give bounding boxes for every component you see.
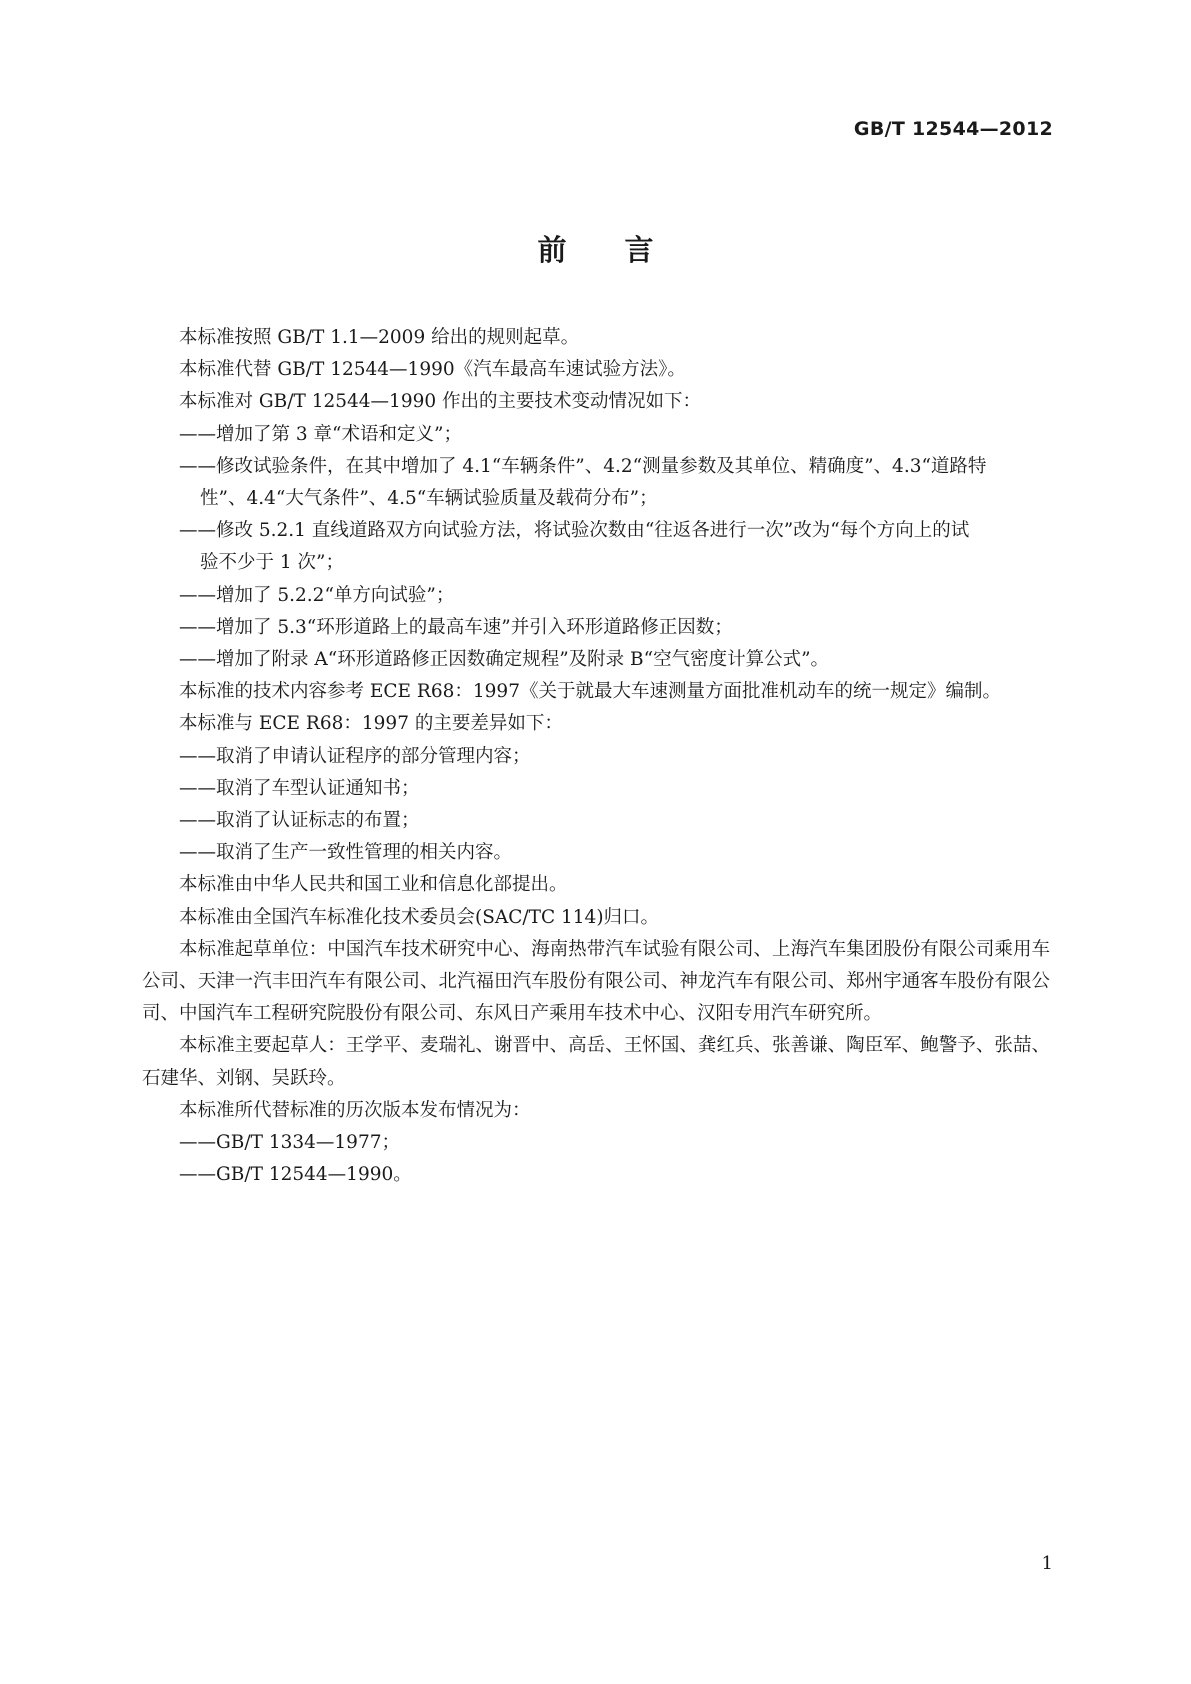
paragraph: 本标准按照 GB/T 1.1—2009 给出的规则起草。 bbox=[179, 327, 580, 348]
title-char-1: 前 bbox=[537, 233, 567, 267]
list-item: ——增加了 5.2.2“单方向试验”； bbox=[179, 584, 455, 606]
list-item: ——修改试验条件，在其中增加了 4.1“车辆条件”、4.2“测量参数及其单位、精确度”、4.3“道路特 bbox=[179, 455, 987, 477]
paragraph: 本标准由全国汽车标准化技术委员会(SAC/TC 114)归口。 bbox=[179, 906, 660, 928]
list-item: ——取消了申请认证程序的部分管理内容； bbox=[179, 745, 531, 767]
list-item: ——取消了认证标志的布置； bbox=[179, 810, 420, 832]
paragraph: 本标准对 GB/T 12544—1990 作出的主要技术变动情况如下： bbox=[179, 391, 702, 413]
paragraph: 本标准所代替标准的历次版本发布情况为： bbox=[179, 1099, 531, 1121]
list-item: ——GB/T 1334—1977； bbox=[179, 1132, 400, 1154]
list-item: ——增加了第 3 章“术语和定义”； bbox=[179, 423, 462, 445]
paragraph: 本标准由中华人民共和国工业和信息化部提出。 bbox=[179, 874, 568, 896]
list-item: ——GB/T 12544—1990。 bbox=[179, 1164, 412, 1186]
list-item: ——取消了生产一致性管理的相关内容。 bbox=[179, 842, 513, 864]
standard-code: GB/T 12544—2012 bbox=[853, 118, 1053, 140]
title-char-2: 言 bbox=[624, 233, 654, 267]
list-item-continued: 验不少于 1 次”； bbox=[200, 552, 344, 574]
list-item-continued: 性”、4.4“大气条件”、4.5“车辆试验质量及载荷分布”； bbox=[200, 488, 658, 510]
paragraph: 本标准的技术内容参考 ECE R68：1997《关于就最大车速测量方面批准机动车的统一规定》编制。 bbox=[179, 681, 1001, 703]
page-title bbox=[0, 228, 1191, 269]
paragraph: 本标准与 ECE R68：1997 的主要差异如下： bbox=[179, 713, 563, 735]
paragraph-drafters: 本标准主要起草人：王学平、麦瑞礼、谢晋中、高岳、王怀国、龚红兵、张善谦、陶臣军、鲍警予、张喆、石建华、刘钢、吴跃玲。 bbox=[142, 1035, 1050, 1089]
page-number: 1 bbox=[1041, 1553, 1053, 1574]
list-item: ——修改 5.2.1 直线道路双方向试验方法，将试验次数由“往返各进行一次”改为“每个方向上的试 bbox=[179, 520, 970, 542]
foreword-body bbox=[142, 322, 1050, 1191]
paragraph-drafting-units: 本标准起草单位：中国汽车技术研究中心、海南热带汽车试验有限公司、上海汽车集团股份有限公司乘用车公司、天津一汽丰田汽车有限公司、北汽福田汽车股份有限公司、神龙汽车有限公司、郑州宇通客车股份有限公司、中国汽车工程研究院股份有限公司、东风日产乘用车技术中心、汉阳专用汽车研究所。 bbox=[142, 938, 1050, 1025]
list-item: ——取消了车型认证通知书； bbox=[179, 777, 420, 799]
list-item: ——增加了 5.3“环形道路上的最高车速”并引入环形道路修正因数； bbox=[179, 616, 733, 638]
list-item: ——增加了附录 A“环形道路修正因数确定规程”及附录 B“空气密度计算公式”。 bbox=[179, 649, 830, 671]
paragraph: 本标准代替 GB/T 12544—1990《汽车最高车速试验方法》。 bbox=[179, 359, 686, 381]
